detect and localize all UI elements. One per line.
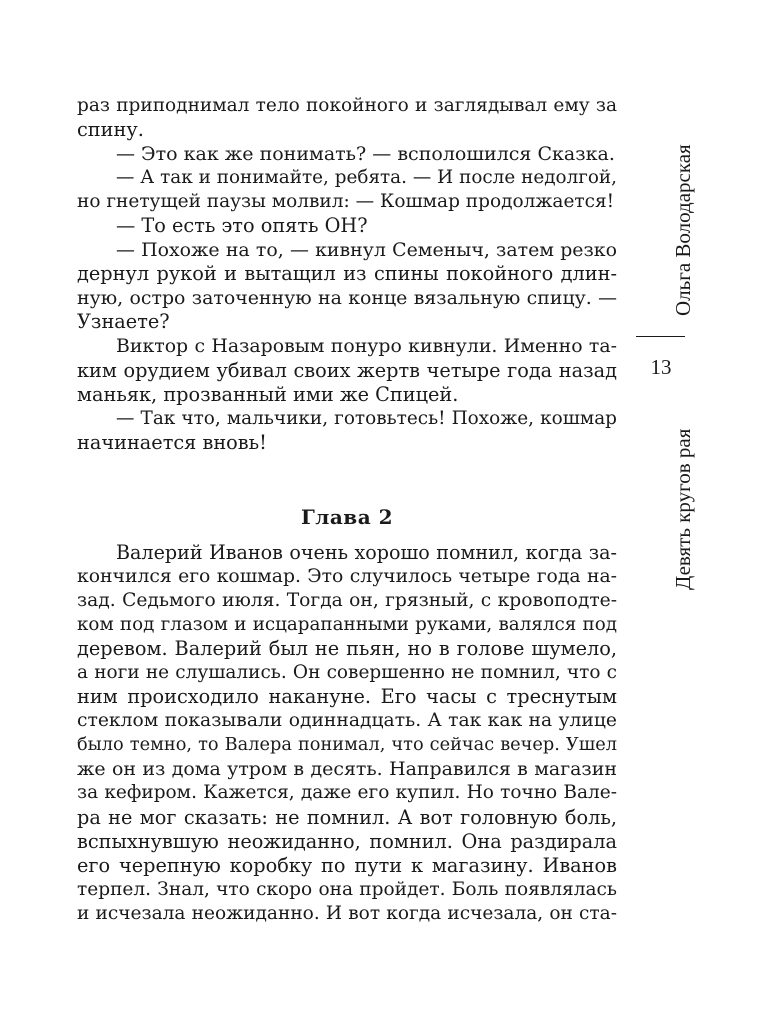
text-line: кончился его кошмар. Это случилось четыре года на- (77, 566, 617, 588)
running-head-author: Ольга Володарская (671, 144, 695, 316)
text-line: ра не мог сказать: не помнил. А вот головную боль, (77, 805, 617, 829)
text-line: его черепную коробку по пути к магазину. Иванов (77, 853, 617, 877)
text-line: же он из дома утром в десять. Направился в магазин (77, 758, 617, 781)
text-line: Валерий Иванов очень хорошо помнил, когда за- (116, 541, 617, 564)
text-line: раз приподнимал тело покойного и заглядывал ему за (77, 95, 617, 116)
text-line: начинается вновь! (77, 430, 267, 454)
running-head-book-title: Девять кругов рая (671, 428, 695, 590)
text-line: было темно, то Валера понимал, что сейчас вечер. Ушел (77, 735, 617, 756)
text-line: — То есть это опять ОН? (116, 214, 368, 238)
text-line: и исчезала неожиданно. И вот когда исчезала, он ста- (77, 902, 617, 924)
text-line: а ноги не слушались. Он совершенно не помнил, что с (77, 662, 617, 684)
text-line: Виктор с Назаровым понуро кивнули. Именно та- (116, 335, 617, 358)
text-line: — А так и понимайте, ребята. — И после недолгой, (116, 167, 617, 189)
text-line: зад. Седьмого июля. Тогда он, грязный, с кровоподте- (77, 590, 617, 612)
text-block-chapter (77, 541, 617, 926)
text-line: терпел. Знал, что скоро она пройдет. Боль появлялась (77, 878, 617, 900)
text-line: ком под глазом и исцарапанными руками, валялся под (77, 614, 617, 636)
text-line: ную, остро заточенную на конце вязальную спицу. — (77, 287, 617, 310)
text-line: но гнетущей паузы молвил: — Кошмар продолжается! (77, 191, 615, 213)
text-line: маньяк, прозванный ими же Спицей. (77, 382, 459, 406)
text-line: стеклом показывали одиннадцать. А так как на улице (77, 710, 617, 732)
text-line: дернул рукой и вытащил из спины покойного длин- (77, 262, 617, 286)
text-line: спину. (77, 118, 144, 142)
margin-divider (636, 336, 685, 337)
text-line: за кефиром. Кажется, даже его купил. Но точно Вале- (77, 782, 617, 804)
text-line: — Так что, мальчики, готовьтесь! Похоже, кошмар (116, 407, 617, 429)
text-line: Узнаете? (77, 310, 170, 334)
text-line: — Похоже на то, — кивнул Семеныч, затем резко (116, 239, 617, 262)
page-number: 13 (650, 355, 672, 379)
text-line: вспыхнувшую неожиданно, помнил. Она раздирала (77, 829, 617, 853)
text-line: ним происходило накануне. Его часы с треснутым (77, 685, 617, 709)
text-block-top (77, 94, 617, 455)
text-line: — Это как же понимать? — всполошился Сказка. (116, 143, 615, 166)
chapter-title: Глава 2 (300, 505, 394, 529)
text-line: деревом. Валерий был не пьян, но в голове шумело, (77, 637, 617, 661)
text-line: ким орудием убивал своих жертв четыре года назад (77, 358, 617, 382)
